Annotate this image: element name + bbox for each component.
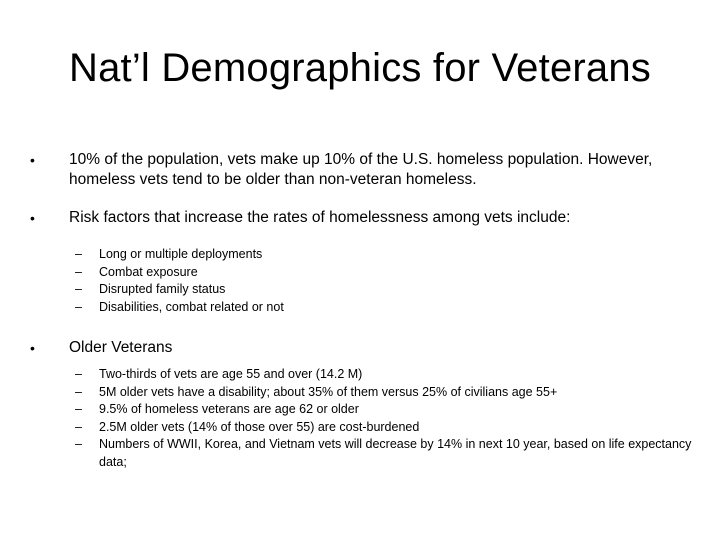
dash-marker: –: [75, 264, 82, 279]
sub-item: [30, 419, 700, 437]
bullet-item: [30, 338, 700, 358]
dash-marker: –: [75, 247, 82, 261]
sub-item-text: Disabilities, combat related or not: [99, 299, 284, 314]
bullet-item: [30, 208, 700, 228]
sub-item-text: 2.5M older vets (14% of those over 55) are cost-burdened: [99, 419, 420, 434]
dash-marker: –: [75, 299, 82, 314]
sub-item-text: 9.5% of homeless veterans are age 62 or older: [99, 402, 359, 416]
sub-item: [30, 281, 700, 299]
bullet-item: [30, 150, 700, 190]
sub-item-text: Two-thirds of vets are age 55 and over (14.2 M): [99, 367, 363, 381]
bullet-text: Risk factors that increase the rates of homelessness among vets include:: [69, 209, 571, 226]
sub-item-text: Long or multiple deployments: [99, 247, 263, 261]
dash-marker: –: [75, 437, 82, 451]
slide-title: Nat’l Demographics for Veterans: [68, 46, 652, 90]
sub-item-text: 5M older vets have a disability; about 35% of them versus 25% of civilians age 55+: [99, 384, 558, 399]
sub-item: [30, 366, 700, 384]
sub-item: [30, 384, 700, 402]
dash-marker: –: [75, 282, 82, 296]
slide-content: [30, 150, 700, 471]
sub-list: [30, 246, 700, 316]
dash-marker: –: [75, 367, 82, 381]
dash-marker: –: [75, 384, 82, 399]
bullet-marker: •: [30, 152, 35, 168]
sub-item-text: Combat exposure: [99, 264, 198, 279]
sub-item: [30, 264, 700, 282]
bullet-marker: •: [30, 340, 35, 356]
bullet-text: Older Veterans: [69, 339, 173, 356]
sub-item: [30, 246, 700, 264]
sub-item-text: Disrupted family status: [99, 282, 226, 296]
sub-item-text: Numbers of WWII, Korea, and Vietnam vets will decrease by 14% in next 10 year, based on life expectancy data;: [99, 437, 692, 469]
bullet-marker: •: [30, 210, 35, 226]
sub-list: [30, 366, 700, 471]
bullet-text: 10% of the population, vets make up 10% of the U.S. homeless population. However, homeless vets tend to be older than non-veteran homeless.: [69, 151, 653, 188]
sub-item: [30, 299, 700, 317]
dash-marker: –: [75, 402, 82, 416]
sub-item: [30, 436, 700, 471]
sub-item: [30, 401, 700, 419]
dash-marker: –: [75, 419, 82, 434]
